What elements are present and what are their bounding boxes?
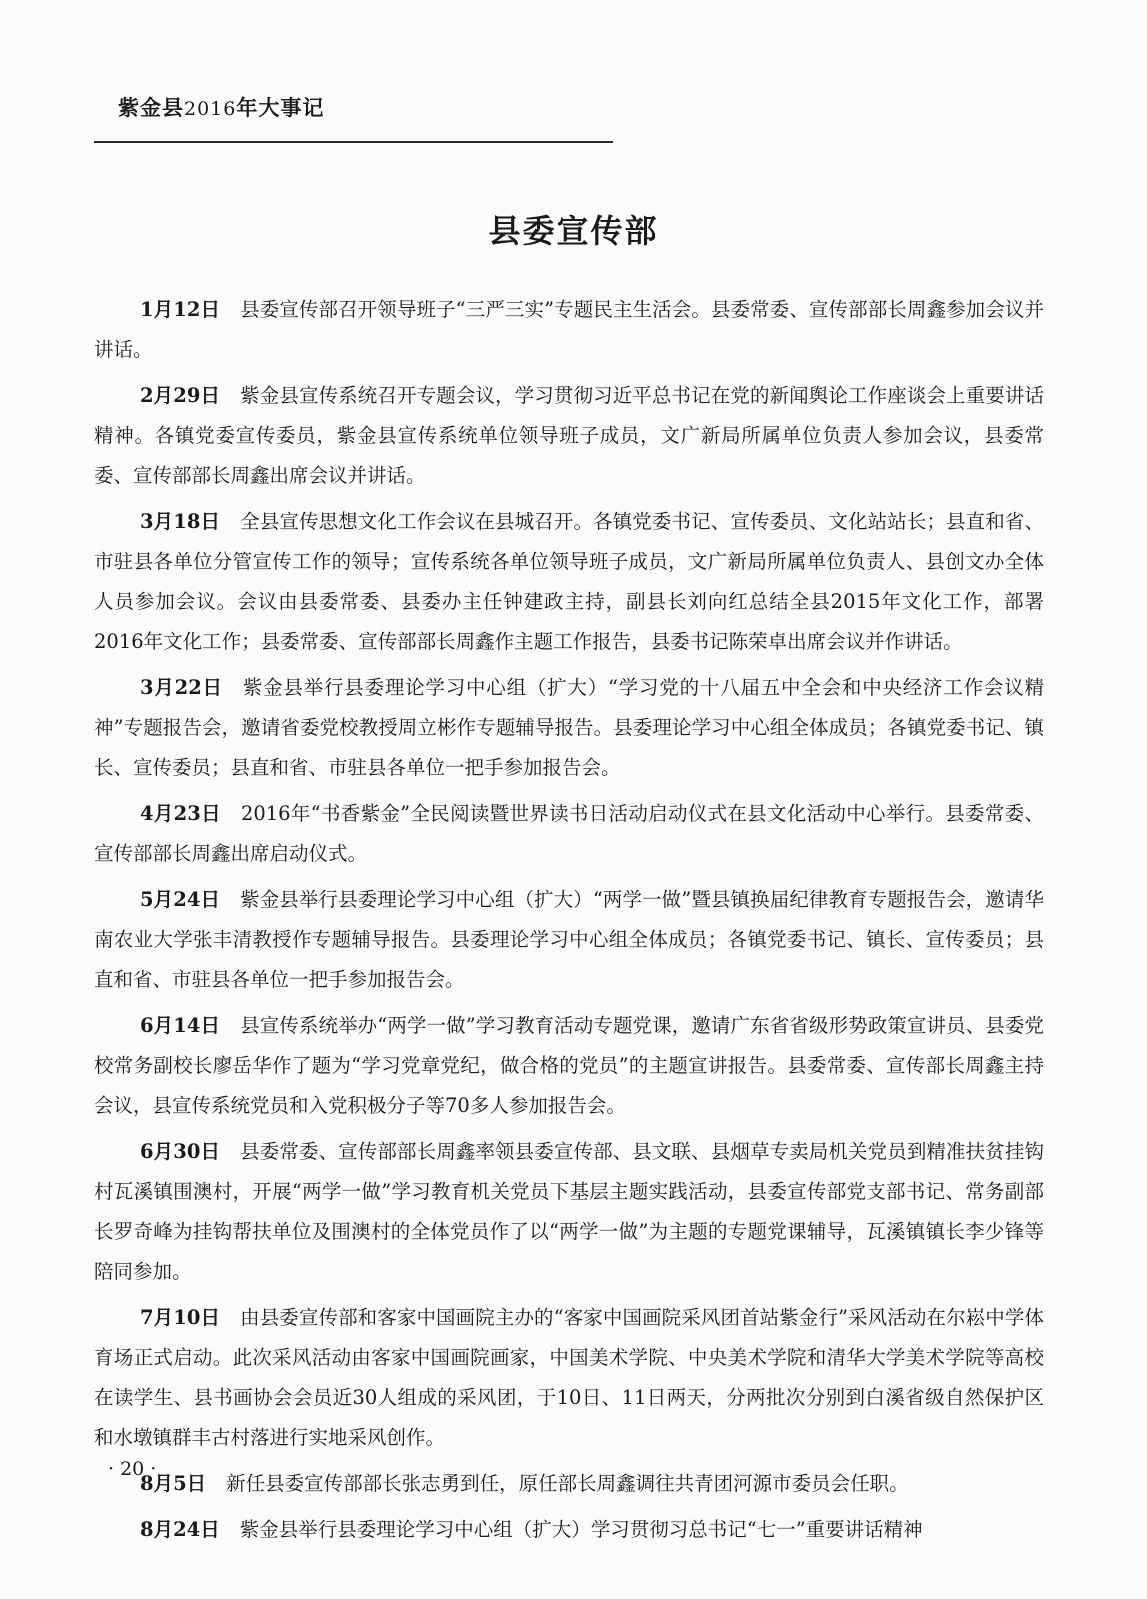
section-title: 县委宣传部 [488, 212, 659, 250]
chronicle-entries [94, 290, 1044, 1556]
entry-date: 5月24日 [140, 888, 221, 911]
chronicle-entry [94, 376, 1044, 496]
running-head-county: 紫金县 [118, 95, 184, 120]
chronicle-entry [94, 502, 1044, 662]
entry-text: 县宣传系统举办“两学一做”学习教育活动专题党课，邀请广东省省级形势政策宣讲员、县委党校常务副校长廖岳华作了题为“学习党章党纪，做合格的党员”的主题宣讲报告。县委常委、宣传部长周鑫主持会议，县宣传系统党员和入党积极分子等70多人参加报告会。 [94, 1014, 1044, 1117]
entry-date: 1月12日 [140, 298, 221, 321]
running-head-year: 2016 [184, 98, 237, 120]
entry-date: 6月30日 [140, 1140, 221, 1163]
chronicle-entry [94, 290, 1044, 370]
chronicle-entry [94, 668, 1044, 788]
entry-text: 全县宣传思想文化工作会议在县城召开。各镇党委书记、宣传委员、文化站站长；县直和省、市驻县各单位分管宣传工作的领导；宣传系统各单位领导班子成员，文广新局所属单位负责人、县创文办全体人员参加会议。会议由县委常委、县委办主任钟建政主持，副县长刘向红总结全县2015年文化工作，部署2016年文化工作；县委常委、宣传部部长周鑫作主题工作报告，县委书记陈荣卓出席会议并作讲话。 [94, 510, 1044, 653]
chronicle-entry [94, 1510, 1044, 1550]
entry-text: 紫金县举行县委理论学习中心组（扩大）“学习党的十八届五中全会和中央经济工作会议精神”专题报告会，邀请省委党校教授周立彬作专题辅导报告。县委理论学习中心组全体成员；各镇党委书记、镇长、宣传委员；县直和省、市驻县各单位一把手参加报告会。 [94, 676, 1044, 779]
entry-date: 8月5日 [140, 1472, 207, 1495]
entry-date: 3月18日 [140, 510, 221, 533]
page-number: · 20 · [108, 1458, 157, 1480]
entry-date: 3月22日 [140, 676, 223, 699]
entry-text: 由县委宣传部和客家中国画院主办的“客家中国画院采风团首站紫金行”采风活动在尔崧中学体育场正式启动。此次采风活动由客家中国画院画家，中国美术学院、中央美术学院和清华大学美术学院等高校在读学生、县书画协会会员近30人组成的采风团，于10日、11日两天，分两批次分别到白溪省级自然保护区和水墩镇群丰古村落进行实地采风创作。 [94, 1306, 1044, 1449]
entry-text: 紫金县举行县委理论学习中心组（扩大）“两学一做”暨县镇换届纪律教育专题报告会，邀请华南农业大学张丰清教授作专题辅导报告。县委理论学习中心组全体成员；各镇党委书记、镇长、宣传委员；县直和省、市驻县各单位一把手参加报告会。 [94, 888, 1044, 991]
chronicle-entry [94, 794, 1044, 874]
entry-date: 6月14日 [140, 1014, 221, 1037]
chronicle-entry [94, 1298, 1044, 1458]
entry-text: 2016年“书香紫金”全民阅读暨世界读书日活动启动仪式在县文化活动中心举行。县委常委、宣传部部长周鑫出席启动仪式。 [94, 802, 1044, 865]
entry-text: 县委常委、宣传部部长周鑫率领县委宣传部、县文联、县烟草专卖局机关党员到精准扶贫挂钩村瓦溪镇围澳村，开展“两学一做”学习教育机关党员下基层主题实践活动，县委宣传部党支部书记、常务副部长罗奇峰为挂钩帮扶单位及围澳村的全体党员作了以“两学一做”为主题的专题党课辅导，瓦溪镇镇长李少锋等陪同参加。 [94, 1140, 1044, 1283]
entry-date: 7月10日 [140, 1306, 221, 1329]
running-head-suffix: 年大事记 [236, 95, 325, 120]
header-rule [94, 141, 613, 143]
running-head [118, 92, 324, 122]
chronicle-entry [94, 880, 1044, 1000]
chronicle-entry [94, 1132, 1044, 1292]
entry-date: 2月29日 [140, 384, 221, 407]
entry-text: 紫金县举行县委理论学习中心组（扩大）学习贯彻习总书记“七一”重要讲话精神 [239, 1518, 923, 1541]
entry-date: 4月23日 [140, 802, 221, 825]
entry-text: 紫金县宣传系统召开专题会议，学习贯彻习近平总书记在党的新闻舆论工作座谈会上重要讲话精神。各镇党委宣传委员，紫金县宣传系统单位领导班子成员，文广新局所属单位负责人参加会议，县委常委、宣传部部长周鑫出席会议并讲话。 [94, 384, 1044, 487]
entry-date: 8月24日 [140, 1518, 220, 1541]
chronicle-entry [94, 1006, 1044, 1126]
entry-text: 新任县委宣传部部长张志勇到任，原任部长周鑫调往共青团河源市委员会任职。 [226, 1472, 909, 1495]
entry-text: 县委宣传部召开领导班子“三严三实”专题民主生活会。县委常委、宣传部部长周鑫参加会议并讲话。 [94, 298, 1044, 361]
chronicle-entry [94, 1464, 1044, 1504]
